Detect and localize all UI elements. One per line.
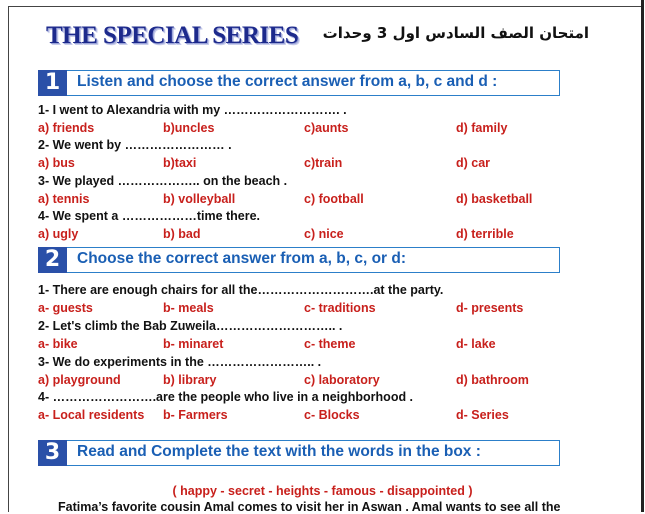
s1-question-4: 4- We spent a ………………time there. xyxy=(38,209,261,223)
s2-options-1 xyxy=(38,301,598,317)
option-a[interactable]: a) playground xyxy=(38,373,121,387)
option-a[interactable]: a) bus xyxy=(38,156,75,170)
option-c[interactable]: c) nice xyxy=(304,227,344,241)
section-2-header xyxy=(38,247,560,273)
s1-options-3 xyxy=(38,192,598,208)
option-d[interactable]: d- presents xyxy=(456,301,524,315)
option-a[interactable]: a) tennis xyxy=(38,192,90,206)
option-d[interactable]: d- Series xyxy=(456,408,509,422)
series-brand: THE SPECIAL SERIES xyxy=(46,22,299,49)
section-1-title: Listen and choose the correct answer from a, b, c and d : xyxy=(77,73,498,90)
s1-options-1 xyxy=(38,121,598,137)
s2-options-3 xyxy=(38,373,598,389)
option-c[interactable]: c)train xyxy=(304,156,343,170)
option-c[interactable]: c)aunts xyxy=(304,121,349,135)
s1-options-4 xyxy=(38,227,598,243)
option-d[interactable]: d) basketball xyxy=(456,192,533,206)
option-a[interactable]: a) friends xyxy=(38,121,95,135)
option-d[interactable]: d) family xyxy=(456,121,508,135)
option-a[interactable]: a) ugly xyxy=(38,227,79,241)
option-b[interactable]: b- meals xyxy=(163,301,214,315)
s2-question-3: 3- We do experiments in the …………………….. . xyxy=(38,355,322,369)
word-box: ( happy - secret - heights - famous - disappointed ) xyxy=(172,484,473,498)
exam-title-arabic: امتحان الصف السادس اول 3 وحدات xyxy=(322,24,589,42)
s1-question-3: 3- We played ……………….. on the beach . xyxy=(38,174,288,188)
frame-right-border xyxy=(641,0,644,512)
section-2-number: 2 xyxy=(38,247,67,273)
section-3-header xyxy=(38,440,560,466)
option-d[interactable]: d) terrible xyxy=(456,227,514,241)
option-a[interactable]: a- Local residents xyxy=(38,408,145,422)
section-1-number: 1 xyxy=(38,70,67,96)
option-a[interactable]: a- bike xyxy=(38,337,78,351)
frame-left-border xyxy=(8,6,9,512)
frame-top-border xyxy=(8,6,643,7)
section-2-title: Choose the correct answer from a, b, c, or d: xyxy=(77,250,407,267)
option-c[interactable]: c- Blocks xyxy=(304,408,360,422)
option-b[interactable]: b) volleyball xyxy=(163,192,236,206)
s1-question-2: 2- We went by …………………… . xyxy=(38,138,232,152)
section-3-number: 3 xyxy=(38,440,67,466)
option-c[interactable]: c- theme xyxy=(304,337,356,351)
section-3-title: Read and Complete the text with the words in the box : xyxy=(77,443,481,460)
option-b[interactable]: b- minaret xyxy=(163,337,224,351)
option-a[interactable]: a- guests xyxy=(38,301,93,315)
option-b[interactable]: b) bad xyxy=(163,227,201,241)
reading-passage: Fatima’s favorite cousin Amal comes to visit her in Aswan . Amal wants to see all the xyxy=(58,500,561,514)
option-b[interactable]: b- Farmers xyxy=(163,408,228,422)
s2-question-1: 1- There are enough chairs for all the……………………….at the party. xyxy=(38,283,444,297)
section-1-header xyxy=(38,70,560,96)
option-d[interactable]: d) bathroom xyxy=(456,373,529,387)
option-c[interactable]: c- traditions xyxy=(304,301,376,315)
option-c[interactable]: c) football xyxy=(304,192,364,206)
option-b[interactable]: b) library xyxy=(163,373,217,387)
option-c[interactable]: c) laboratory xyxy=(304,373,380,387)
option-d[interactable]: d- lake xyxy=(456,337,496,351)
s2-options-2 xyxy=(38,337,598,353)
s2-options-4 xyxy=(38,408,598,424)
option-d[interactable]: d) car xyxy=(456,156,491,170)
s1-question-1: 1- I went to Alexandria with my ………………………. . xyxy=(38,103,347,117)
option-b[interactable]: b)taxi xyxy=(163,156,197,170)
s2-question-4: 4- …………………….are the people who live in a neighborhood . xyxy=(38,390,414,404)
s1-options-2 xyxy=(38,156,598,172)
option-b[interactable]: b)uncles xyxy=(163,121,215,135)
s2-question-2: 2- Let's climb the Bab Zuweila……………………….. . xyxy=(38,319,343,333)
